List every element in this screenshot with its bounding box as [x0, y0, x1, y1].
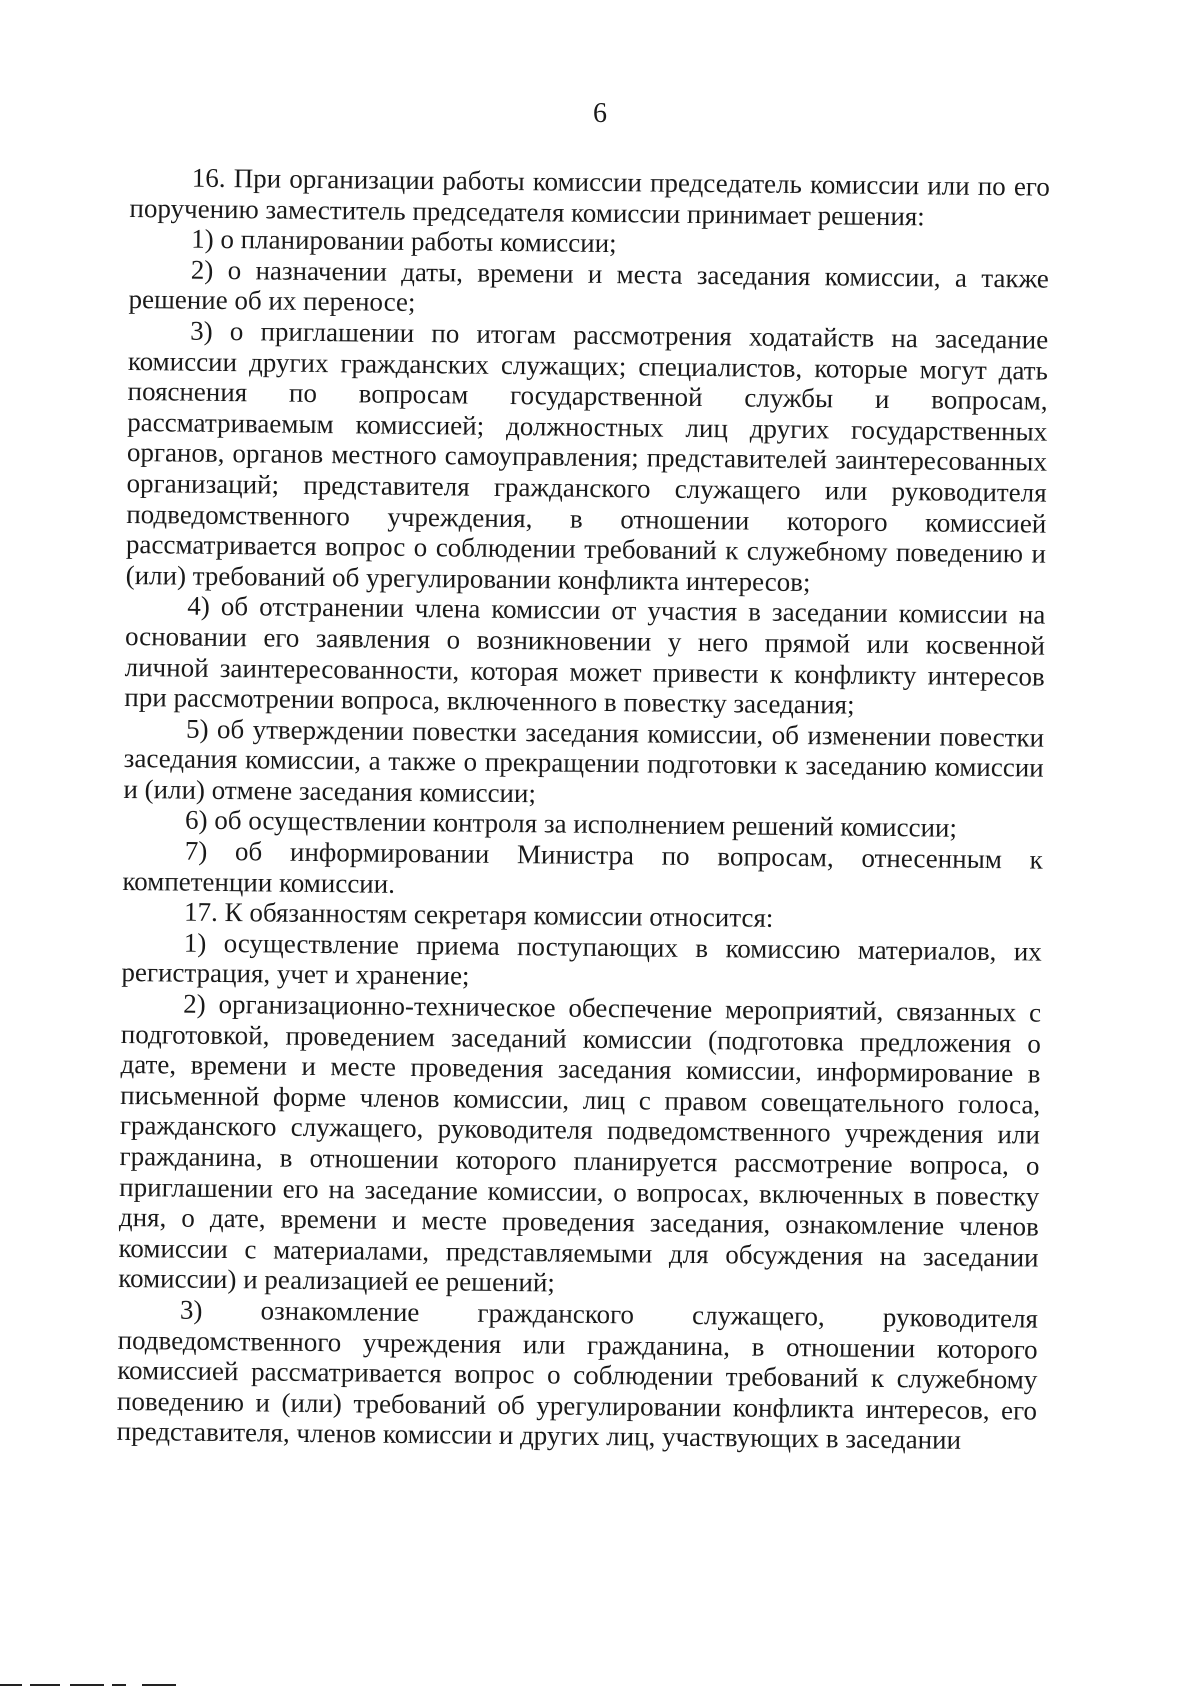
list-item-16-7: 7) об информировании Министра по вопросам, отнесенным к компетенции комиссии.	[122, 835, 1043, 899]
page-number: 6	[593, 98, 607, 129]
list-item-16-2: 2) о назначении даты, времени и места заседания комиссии, а также решение об их переносе;	[128, 254, 1049, 318]
list-item-16-3: 3) о приглашении по итогам рассмотрения ходатайств на заседание комиссии других гражданских служащих; специалистов, которые могут дать пояснения по вопросам государственной службы и вопросам, рассматриваемым комиссией; должностных лиц других государственных органов, органов местного самоуправления; представителей заинтересованных организаций; представителя гражданского служащего или руководителя подведомственного учреждения, в отношении которого комиссией рассматривается вопрос о соблюдении требований к служебному поведению и (или) требований об урегулировании конфликта интересов;	[125, 315, 1049, 597]
list-item-17-1: 1) осуществление приема поступающих в комиссию материалов, их регистрация, учет и хранение;	[121, 927, 1042, 992]
list-item-16-6: 6) об осуществлении контроля за исполнением решений комиссии;	[184, 805, 958, 844]
list-item-16-1: 1) о планировании работы комиссии;	[191, 223, 617, 259]
document-body	[117, 162, 1050, 1457]
list-item-17-2: 2) организационно-техническое обеспечение мероприятий, связанных с подготовкой, проведением заседаний комиссии (подготовка предложения о дате, времени и месте проведения заседания комиссии, информирование в письменной форме членов комиссии, лиц с правом совещательного голоса, гражданского служащего, руководителя подведомственного учреждения или гражданина, в отношении которого планируется рассмотрение вопроса, о приглашении его на заседание комиссии, о вопросах, включенных в повестку дня, о дате, времени и месте проведения заседания, ознакомление членов комиссии с материалами, представляемыми для обсуждения на заседании комиссии) и реализацией ее решений;	[118, 988, 1042, 1298]
paragraph-16: 16. При организации работы комиссии председатель комиссии или по его поручению заместитель председателя комиссии принимает решения:	[129, 162, 1050, 231]
scan-edge-marks	[0, 1684, 200, 1687]
list-item-16-5: 5) об утверждении повестки заседания комиссии, об изменении повестки заседания комиссии, а также о прекращении подготовки к заседанию комиссии и (или) отмене заседания комиссии;	[123, 713, 1045, 809]
paragraph-17: 17. К обязанностям секретаря комиссии относится:	[183, 896, 774, 934]
list-item-16-4: 4) об отстранении члена комиссии от участия в заседании комиссии на основании его заявления о возникновении у него прямой или косвенной личной заинтересованности, которая может привести к конфликту интересов при рассмотрении вопроса, включенного в повестку заседания;	[124, 590, 1046, 720]
list-item-17-3: 3) ознакомление гражданского служащего, руководителя подведомственного учреждения или гражданина, в отношении которого комиссией рассматривается вопрос о соблюдении требований к служебному поведению и (или) требований об урегулировании конфликта интересов, его представителя, членов комиссии и других лиц, участвующих в заседании	[116, 1294, 1039, 1456]
